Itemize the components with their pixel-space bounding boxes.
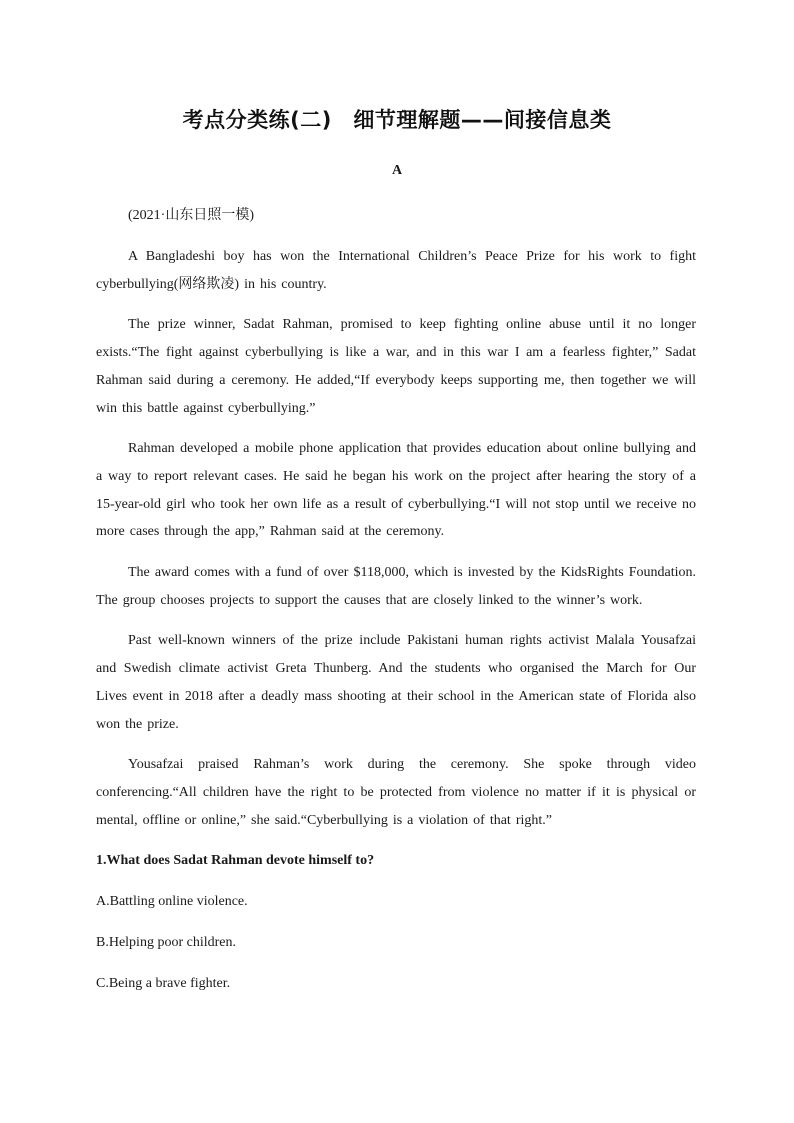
option-a: A.Battling online violence.: [96, 894, 248, 910]
paragraph-1: A Bangladeshi boy has won the International Children’s Peace Prize for his work to fight cyberbullying(网络欺凌) in his country.: [96, 249, 696, 292]
page-title: 考点分类练(二) 细节理解题——间接信息类: [182, 108, 612, 132]
section-heading: A: [391, 163, 403, 178]
option-b: B.Helping poor children.: [96, 935, 236, 951]
paragraph-5: Past well-known winners of the prize include Pakistani human rights activist Malala Yousafzai and Swedish climate activist Greta Thunberg. And the students who organised the March for Our Lives event in 2018 after a deadly mass shooting at their school in the American state of Florida also won the prize.: [96, 633, 696, 732]
paragraph-4: The award comes with a fund of over $118,000, which is invested by the KidsRights Foundation. The group chooses projects to support the causes that are closely linked to the winner’s work.: [96, 565, 696, 608]
passage: [96, 243, 696, 1011]
source-citation: (2021·山东日照一模): [128, 208, 254, 223]
question-1: 1.What does Sadat Rahman devote himself to?: [96, 853, 375, 869]
paragraph-6: Yousafzai praised Rahman’s work during the ceremony. She spoke through video conferencing.“All children have the right to be protected from violence no matter if it is physical or mental, offline or online,” she said.“Cyberbullying is a violation of that right.”: [96, 757, 696, 828]
paragraph-3: Rahman developed a mobile phone application that provides education about online bullying and a way to report relevant cases. He said he began his work on the project after hearing the story of a 15-year-old girl who took her own life as a result of cyberbullying.“I will not stop until we receive no more cases through the app,” Rahman said at the ceremony.: [96, 441, 696, 540]
option-c: C.Being a brave fighter.: [96, 976, 231, 992]
paragraph-2: The prize winner, Sadat Rahman, promised to keep fighting online abuse until it no longer exists.“The fight against cyberbullying is like a war, and in this war I am a fearless fighter,” Sadat Rahman said during a ceremony. He added,“If everybody keeps supporting me, then together we will win this battle against cyberbullying.”: [96, 317, 696, 416]
